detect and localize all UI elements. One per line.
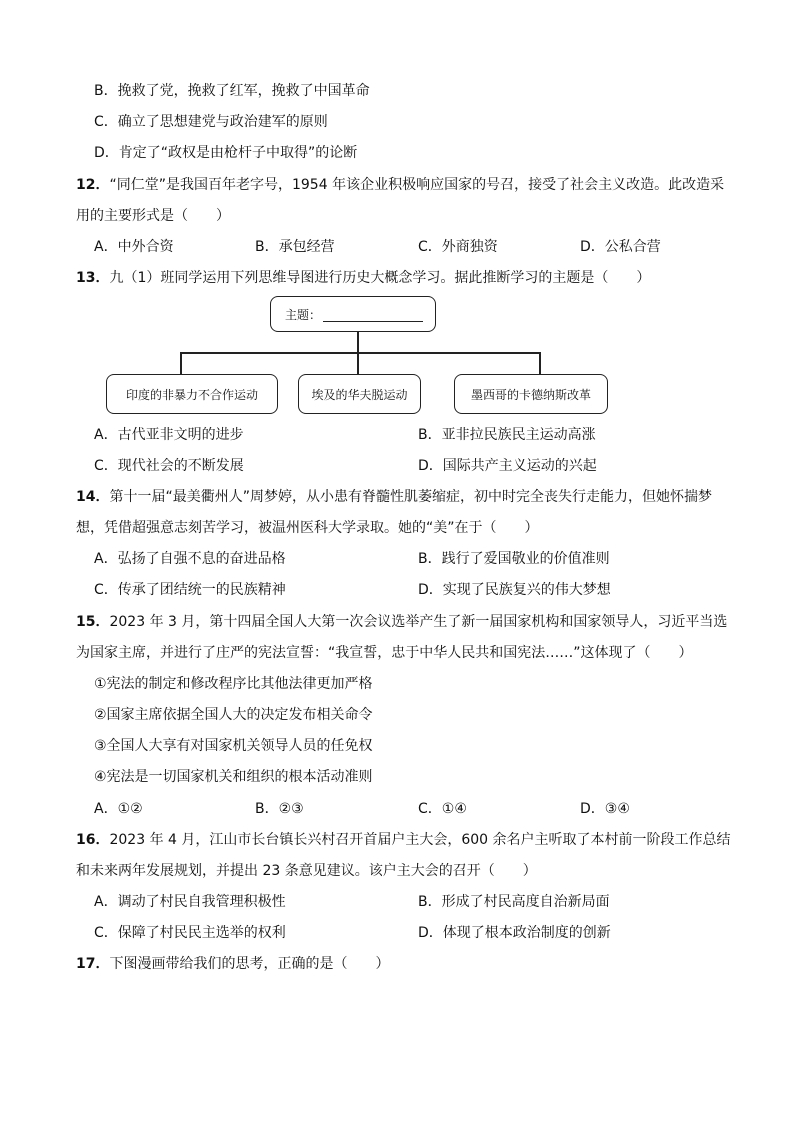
q14-option-d: D．实现了民族复兴的伟大梦想 bbox=[418, 582, 611, 598]
branch-mexico: 墨西哥的卡德纳斯改革 bbox=[454, 374, 608, 414]
q12-option-b: B．承包经营 bbox=[255, 239, 335, 255]
q13-option-d: D．国际共产主义运动的兴起 bbox=[418, 458, 597, 474]
q16-option-a: A．调动了村民自我管理积极性 bbox=[94, 894, 286, 910]
q13-option-b: B．亚非拉民族民主运动高涨 bbox=[418, 427, 596, 443]
q11-option-b: B．挽救了党，挽救了红军，挽救了中国革命 bbox=[94, 83, 370, 99]
mind-map-topic-box bbox=[270, 296, 436, 332]
q15-item-1: ①宪法的制定和修改程序比其他法律更加严格 bbox=[94, 676, 373, 692]
q12-option-d: D．公私合营 bbox=[580, 239, 661, 255]
q17-stem-line1: 17．下图漫画带给我们的思考，正确的是（ ） bbox=[76, 956, 390, 972]
q15-item-4: ④宪法是一切国家机关和组织的根本活动准则 bbox=[94, 769, 373, 785]
q13-number: 13． bbox=[76, 270, 110, 286]
q12-option-c: C．外商独资 bbox=[418, 239, 498, 255]
q15-option-c: C．①④ bbox=[418, 801, 467, 817]
q13-stem-line1: 13．九（1）班同学运用下列思维导图进行历史大概念学习。据此推断学习的主题是（ ） bbox=[76, 270, 651, 286]
q16-number: 16． bbox=[76, 832, 110, 848]
branch-india: 印度的非暴力不合作运动 bbox=[106, 374, 278, 414]
q12-option-a: A．中外合资 bbox=[94, 239, 174, 255]
q14-option-a: A．弘扬了自强不息的奋进品格 bbox=[94, 551, 286, 567]
q12-number: 12． bbox=[76, 177, 110, 193]
q15-item-3: ③全国人大享有对国家机关领导人员的任免权 bbox=[94, 738, 373, 754]
topic-blank bbox=[323, 307, 423, 322]
connector-trunk bbox=[357, 332, 359, 352]
connector-middle bbox=[357, 352, 359, 374]
q16-stem-line2: 和未来两年发展规划，并提出 23 条意见建议。该户主大会的召开（ ） bbox=[76, 863, 537, 879]
q12-stem-line2: 用的主要形式是（ ） bbox=[76, 208, 230, 224]
q11-option-c: C．确立了思想建党与政治建军的原则 bbox=[94, 114, 328, 130]
q16-option-d: D．体现了根本政治制度的创新 bbox=[418, 925, 611, 941]
q17-number: 17． bbox=[76, 956, 110, 972]
q14-stem-line1: 14．第十一届“最美衢州人”周梦婷，从小患有脊髓性肌萎缩症，初中时完全丧失行走能力，但她怀揣梦 bbox=[76, 489, 712, 505]
q15-option-a: A．①② bbox=[94, 801, 143, 817]
q15-option-d: D．③④ bbox=[580, 801, 630, 817]
q16-option-b: B．形成了村民高度自治新局面 bbox=[418, 894, 610, 910]
q15-option-b: B．②③ bbox=[255, 801, 304, 817]
connector-right bbox=[539, 352, 541, 374]
q15-stem-line2: 为国家主席，并进行了庄严的宪法宣誓：“我宣誓，忠于中华人民共和国宪法……”这体现了（ ） bbox=[76, 645, 693, 661]
mind-map bbox=[100, 294, 620, 420]
q14-number: 14． bbox=[76, 489, 110, 505]
q15-number: 15． bbox=[76, 614, 110, 630]
branch-egypt: 埃及的华夫脱运动 bbox=[298, 374, 421, 414]
connector-horizontal bbox=[180, 352, 540, 354]
connector-left bbox=[180, 352, 182, 374]
q13-option-c: C．现代社会的不断发展 bbox=[94, 458, 244, 474]
q15-stem-line1: 15．2023 年 3 月，第十四届全国人大第一次会议选举产生了新一届国家机构和国家领导人，习近平当选 bbox=[76, 614, 728, 630]
q15-item-2: ②国家主席依据全国人大的决定发布相关命令 bbox=[94, 707, 373, 723]
mind-map-topic-label: 主题： bbox=[285, 307, 322, 322]
q14-stem-line2: 想，凭借超强意志刻苦学习，被温州医科大学录取。她的“美”在于（ ） bbox=[76, 520, 539, 536]
q16-stem-line1: 16．2023 年 4 月，江山市长台镇长兴村召开首届户主大会，600 余名户主听取了本村前一阶段工作总结 bbox=[76, 832, 731, 848]
q16-option-c: C．保障了村民民主选举的权利 bbox=[94, 925, 286, 941]
q11-option-d: D．肯定了“政权是由枪杆子中取得”的论断 bbox=[94, 145, 358, 161]
q14-option-b: B．践行了爱国敬业的价值准则 bbox=[418, 551, 610, 567]
q12-stem-line1: 12．“同仁堂”是我国百年老字号，1954 年该企业积极响应国家的号召，接受了社会主义改造。此改造采 bbox=[76, 177, 725, 193]
q14-option-c: C．传承了团结统一的民族精神 bbox=[94, 582, 286, 598]
q13-option-a: A．古代亚非文明的进步 bbox=[94, 427, 244, 443]
